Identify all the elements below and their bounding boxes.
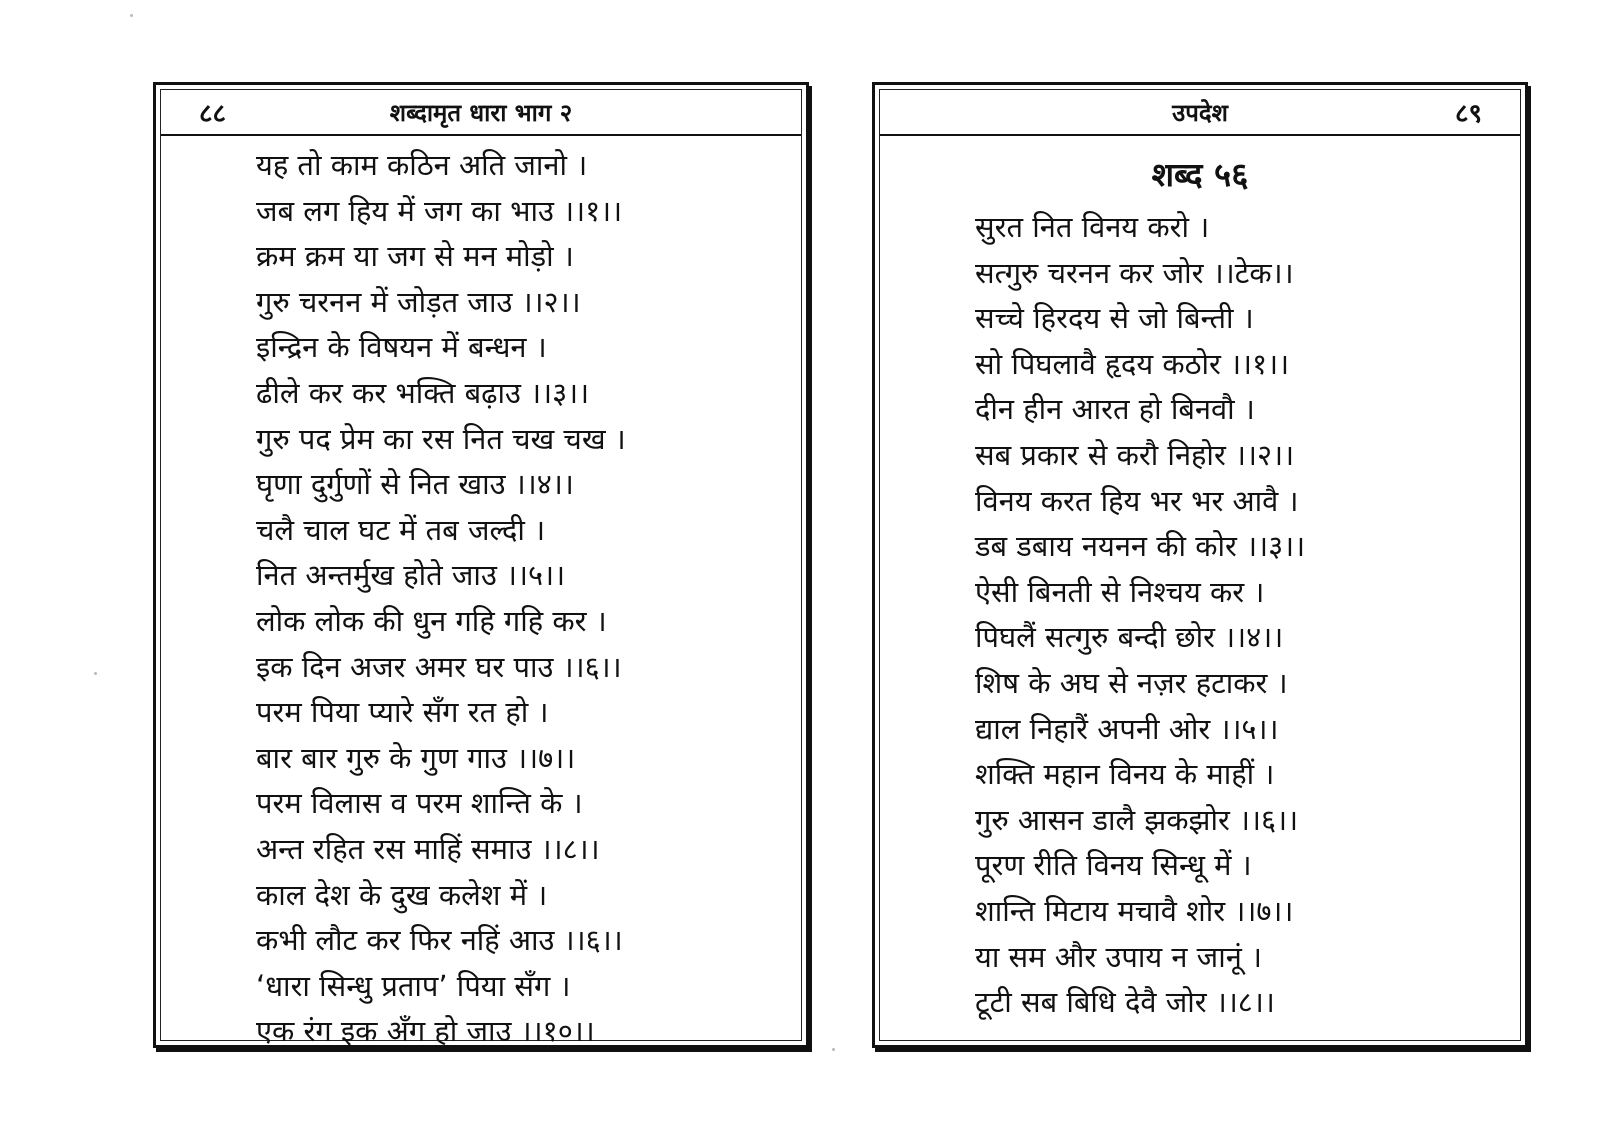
verse-line: कभी लौट कर फिर नहिं आउ ।।६।। xyxy=(256,923,623,958)
verse-line: सुरत नित विनय करो । xyxy=(975,210,1210,244)
verse-line: शान्ति मिटाय मचावै शोर ।।७।। xyxy=(975,893,1294,928)
shabd-title: शब्द ५६ xyxy=(1151,155,1249,194)
verse-line: क्रम क्रम या जग से मन मोड़ो । xyxy=(256,239,574,274)
scan-speck xyxy=(94,672,97,675)
right-page-header-title: उपदेश xyxy=(1172,99,1228,127)
verse-line: इक दिन अजर अमर घर पाउ ।।६।। xyxy=(256,649,622,684)
verse-line: ढीले कर कर भक्ति बढ़ाउ ।।३।। xyxy=(256,375,590,410)
verse-line: बार बार गुरु के गुण गाउ ।।७।। xyxy=(256,740,576,775)
left-page-number: ८८ xyxy=(199,99,227,129)
verse-line: सब प्रकार से करौ निहोर ।।२।। xyxy=(975,437,1295,472)
verse-line: पूरण रीति विनय सिन्धू में । xyxy=(975,848,1252,883)
verse-line: यह तो काम कठिन अति जानो । xyxy=(256,148,588,182)
verse-line: ‘धारा सिन्धु प्रताप’ पिया सँग । xyxy=(256,968,571,1003)
verse-line: द्याल निहारैं अपनी ओर ।।५।। xyxy=(975,711,1279,746)
scan-speck xyxy=(832,1048,835,1051)
verse-line: एक रंग इक अँग हो जाउ ।।१०।। xyxy=(256,1014,595,1049)
verse-line: ऐसी बिनती से निश्चय कर । xyxy=(975,574,1265,609)
verse-line: गुरु पद प्रेम का रस नित चख चख । xyxy=(256,421,626,456)
right-page xyxy=(872,82,1528,1048)
verse-line: परम पिया प्यारे सँग रत हो । xyxy=(256,695,549,730)
left-verse-list xyxy=(256,143,726,1055)
verse-line: घृणा दुर्गुणों से नित खाउ ।।४।। xyxy=(256,467,574,502)
verse-line: जब लग हिय में जग का भाउ ।।१।। xyxy=(256,193,623,228)
verse-line: शिष के अघ से नज़र हटाकर । xyxy=(975,665,1288,700)
verse-line: अन्त रहित रस माहिं समाउ ।।८।। xyxy=(256,831,600,866)
verse-line: या सम और उपाय न जानूं । xyxy=(975,939,1263,974)
right-page-header xyxy=(880,90,1520,136)
verse-line: पिघलैं सत्गुरु बन्दी छोर ।।४।। xyxy=(975,620,1284,655)
scan-speck xyxy=(130,14,133,17)
verse-line: सच्चे हिरदय से जो बिन्ती । xyxy=(975,301,1254,336)
verse-line: सत्गुरु चरनन कर जोर ।।टेक।। xyxy=(975,255,1294,290)
verse-line: गुरु आसन डालै झकझोर ।।६।। xyxy=(975,802,1299,837)
left-page-header-title: शब्दामृत धारा भाग २ xyxy=(389,99,573,127)
left-page xyxy=(153,82,809,1048)
verse-line: डब डबाय नयनन की कोर ।।३।। xyxy=(975,529,1306,564)
verse-line: काल देश के दुख कलेश में । xyxy=(256,877,548,912)
left-page-header xyxy=(161,90,801,136)
verse-line: लोक लोक की धुन गहि गहि कर । xyxy=(256,603,607,638)
verse-line: परम विलास व परम शान्ति के । xyxy=(256,786,583,821)
verse-line: टूटी सब बिधि देवै जोर ।।८।। xyxy=(975,985,1275,1020)
verse-line: नित अन्तर्मुख होते जाउ ।।५।। xyxy=(256,558,566,593)
verse-line: सो पिघलावै हृदय कठोर ।।१।। xyxy=(975,346,1290,381)
right-verse-list xyxy=(975,205,1445,1026)
verse-line: शक्ति महान विनय के माहीं । xyxy=(975,757,1275,792)
right-page-number: ८९ xyxy=(1454,99,1482,129)
verse-line: विनय करत हिय भर भर आवै । xyxy=(975,483,1299,518)
verse-line: दीन हीन आरत हो बिनवौ । xyxy=(975,392,1255,427)
verse-line: इन्द्रिन के विषयन में बन्धन । xyxy=(256,330,547,365)
verse-line: गुरु चरनन में जोड़त जाउ ।।२।। xyxy=(256,284,581,319)
verse-line: चलै चाल घट में तब जल्दी । xyxy=(256,512,546,547)
